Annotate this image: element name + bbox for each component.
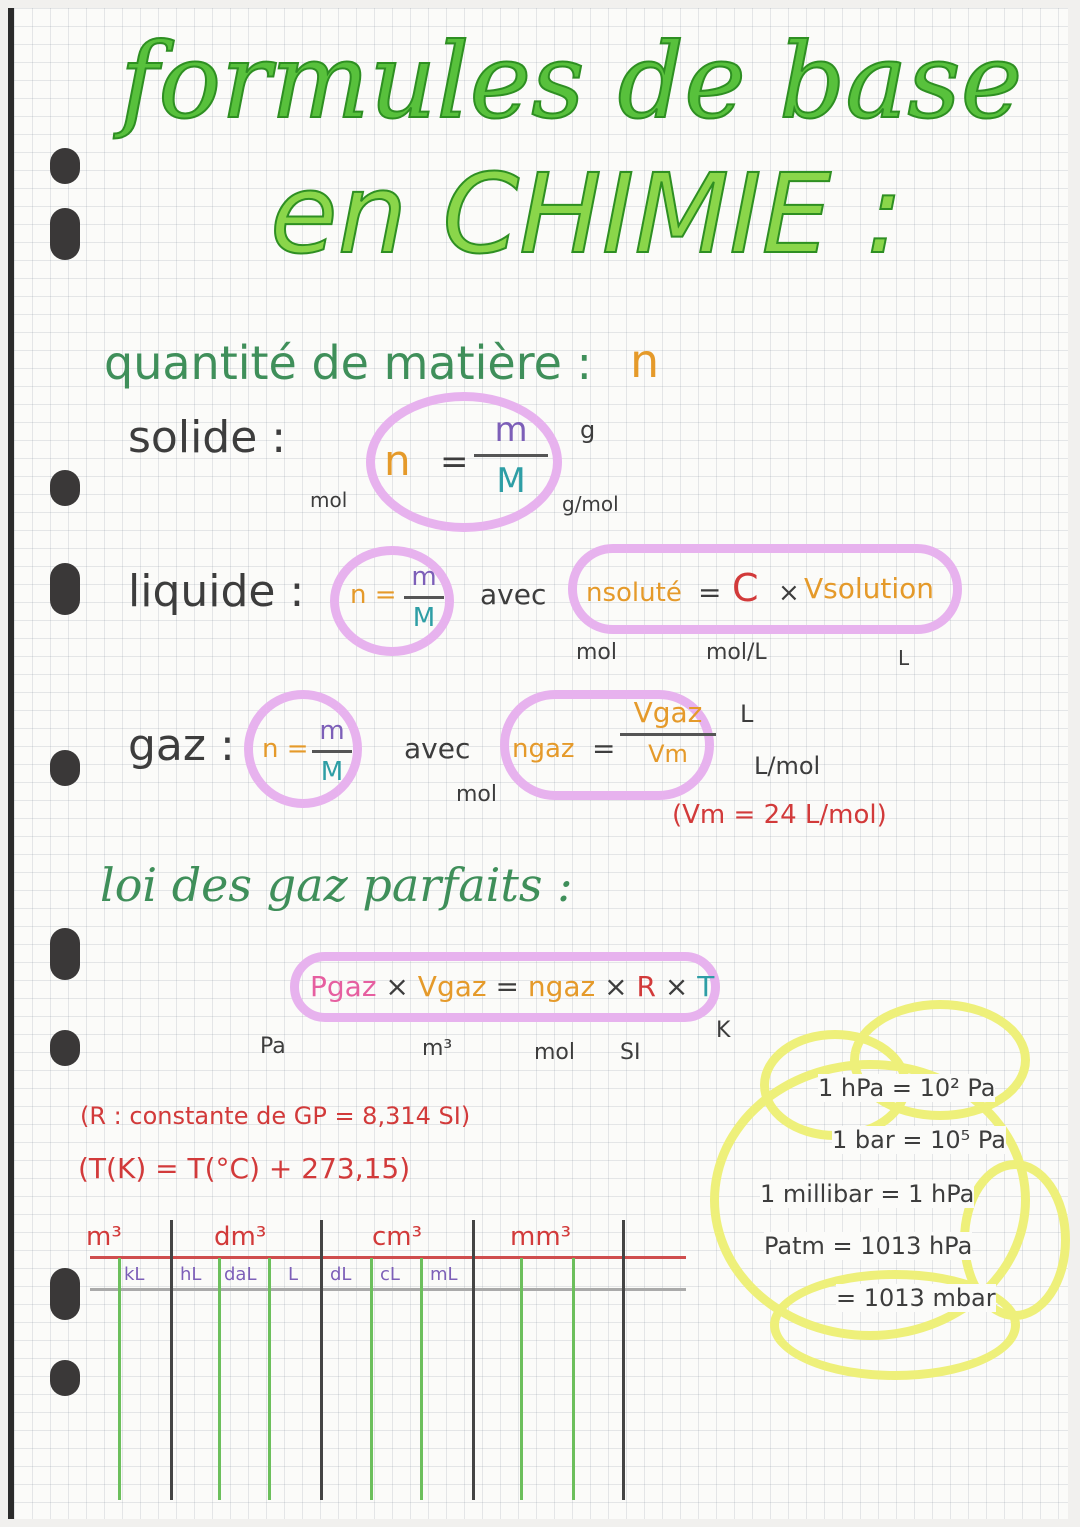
quantity-symbol: n [630,334,660,388]
gp-unit-n: mol [534,1040,576,1065]
binder-hole [50,1268,80,1320]
units-minor-dl: dL [330,1264,352,1285]
gaz-vm-note: (Vm = 24 L/mol) [672,800,887,830]
binder-hole [50,148,80,184]
solide-unit-m: g [580,416,596,444]
gp-v: Vgaz [417,970,487,1003]
liquide-avec: avec [480,578,547,611]
binder-hole [50,928,80,980]
title-line-1: formules de base [120,20,1023,142]
pressure-line-5: = 1013 mbar [836,1284,996,1312]
gp-unit-t: K [716,1018,731,1043]
gp-times-2: × [604,970,628,1003]
units-minor-kl: kL [124,1264,145,1285]
liquide-equals: = [698,576,722,609]
units-header-m3: m³ [86,1222,122,1252]
pressure-line-4: Patm = 1013 hPa [764,1232,973,1260]
units-minor-ml: mL [430,1264,458,1285]
gaz-parfaits-equation [310,970,714,1003]
pressure-line-2: 1 bar = 10⁵ Pa [832,1126,1006,1154]
solide-equals: = [440,442,469,482]
liquide-c: C [732,566,759,610]
liquide-fraction [404,562,444,633]
gaz-v-gaz: Vgaz [633,696,703,729]
gaz-numerator: m [319,716,345,746]
liquide-n-solute: nsoluté [586,578,682,608]
gaz-unit-vm: L/mol [754,752,821,780]
solide-label: solide : [128,412,287,463]
units-header-cm3: cm³ [372,1222,423,1252]
units-minor-cl: cL [380,1264,400,1285]
title-line-2: en CHIMIE : [270,150,904,278]
binder-hole [50,470,80,506]
liquide-unit-c: mol/L [706,640,767,665]
liquide-unit-n: mol [576,640,618,665]
gp-t: T [697,970,715,1003]
liquide-v-solution: Vsolution [804,572,935,605]
note-temperature: (T(K) = T(°C) + 273,15) [78,1152,411,1185]
pressure-line-1: 1 hPa = 10² Pa [818,1074,996,1102]
gp-n: ngaz [527,970,596,1003]
gaz-fraction [312,716,352,787]
solide-unit-M: g/mol [562,492,619,516]
units-minor-l: L [288,1264,299,1285]
gaz-unit-v: L [740,700,754,728]
gp-r: R [636,970,656,1003]
gaz-denominator: M [320,757,344,787]
gp-unit-v: m³ [422,1036,453,1061]
gp-times-1: × [385,970,409,1003]
gaz-unit-n: mol [456,782,498,807]
gp-times-3: × [664,970,689,1003]
units-header-mm3: mm³ [510,1222,572,1252]
gaz-n-gaz: ngaz [512,734,575,764]
binder-hole [50,208,80,260]
units-minor-hl: hL [180,1264,202,1285]
gp-unit-p: Pa [260,1034,286,1059]
gaz-vm: Vm [648,740,688,768]
liquide-numerator: m [411,562,437,592]
pressure-line-3: 1 millibar = 1 hPa [760,1180,975,1208]
solide-fraction [474,410,548,501]
gp-p: Pgaz [310,970,377,1003]
liquide-denominator: M [412,603,436,633]
liquide-label: liquide : [128,566,305,617]
note-constante-r: (R : constante de GP = 8,314 SI) [80,1102,471,1130]
liquide-times: × [778,578,800,608]
binder-hole [50,1030,80,1066]
liquide-formula: n = [350,580,397,610]
solide-unit-n: mol [310,488,348,512]
solide-numerator: m [494,410,528,450]
units-header-dm3: dm³ [214,1222,267,1252]
units-minor-dal: daL [224,1264,257,1285]
gp-unit-r: SI [620,1040,641,1065]
binder-hole [50,1360,80,1396]
section-heading-gaz-parfaits: loi des gaz parfaits : [100,858,573,912]
gaz-label: gaz : [128,720,235,771]
binder-hole [50,750,80,786]
section-heading-quantite: quantité de matière : [104,336,593,390]
gaz-avec: avec [404,732,471,765]
gaz-equals: = [592,732,616,765]
gaz-formula: n = [262,734,309,764]
solide-denominator: M [496,461,526,501]
liquide-unit-v: L [898,646,910,670]
binder-hole [50,563,80,615]
gaz-fraction-v [620,696,716,768]
gp-equals: = [495,970,519,1003]
solide-n: n [384,436,411,485]
